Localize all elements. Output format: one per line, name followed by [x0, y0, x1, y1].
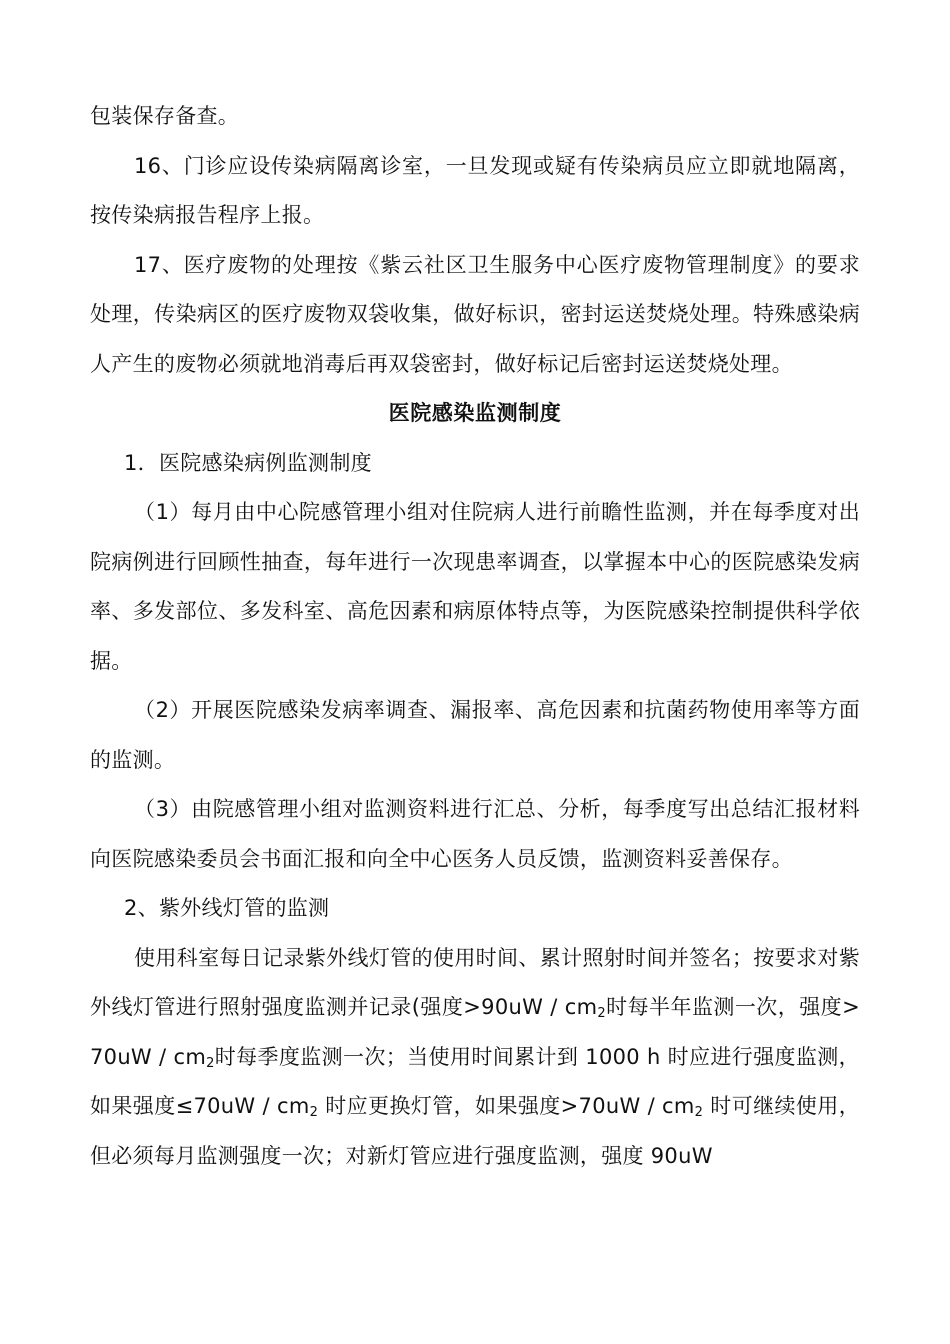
unit-subscript: 2 — [206, 1055, 215, 1071]
paragraph-case-monitoring-2: （2）开展医院感染发病率调查、漏报率、高危因素和抗菌药物使用率等方面的监测。 — [90, 698, 860, 772]
paragraph-continuation: 包装保存备查。 — [90, 104, 240, 128]
subsection-title-1: 1．医院感染病例监测制度 — [124, 450, 372, 475]
document-page — [90, 92, 860, 1181]
section-title: 医院感染监测制度 — [388, 401, 562, 425]
subsection-title-2: 2、紫外线灯管的监测 — [124, 896, 330, 920]
paragraph-case-monitoring-1: （1）每月由中心院感管理小组对住院病人进行前瞻性监测，并在每季度对出院病例进行回顾性抽查，每年进行一次现患率调查，以掌握本中心的医院感染发病率、多发部位、多发科室、高危因素和病原体特点等，为医院感染控制提供科学依据。 — [90, 500, 860, 673]
uv-text-part4: 时应更换灯管，如果强度>70uW / cm — [318, 1094, 695, 1118]
paragraph-case-monitoring-3: （3）由院感管理小组对监测资料进行汇总、分析，每季度写出总结汇报材料向医院感染委员会书面汇报和向全中心医务人员反馈，监测资料妥善保存。 — [90, 797, 860, 871]
uv-text-part3: 时每季度监测一次；当使用时间累计到 1000 h 时应进行强度监测，如果强度≤70uW / cm — [90, 1044, 860, 1118]
unit-subscript: 2 — [309, 1105, 319, 1120]
paragraph-item-17: 17、医疗废物的处理按《紫云社区卫生服务中心医疗废物管理制度》的要求处理，传染病区的医疗废物双袋收集，做好标识，密封运送焚烧处理。特殊感染病人产生的废物必须就地消毒后再双袋密封，做好标记后密封运送焚烧处理。 — [90, 252, 860, 376]
uv-text-part5: 时可继续使用，但必须每月监测强度一次；对新灯管应进行强度监测，强度 90uW — [90, 1094, 860, 1168]
unit-subscript: 2 — [597, 1006, 606, 1021]
unit-subscript: 2 — [694, 1105, 704, 1120]
uv-text-part2: 时每半年监测一次，强度>70uW / cm — [90, 995, 860, 1069]
uv-text-part1: 使用科室每日记录紫外线灯管的使用时间、累计照射时间并签名；按要求对紫外线灯管进行照射强度监测并记录(强度>90uW / cm — [90, 945, 860, 1019]
paragraph-item-16: 16、门诊应设传染病隔离诊室，一旦发现或疑有传染病员应立即就地隔离，按传染病报告程序上报。 — [90, 153, 860, 227]
paragraph-uv-lamp-monitoring — [90, 934, 860, 1182]
